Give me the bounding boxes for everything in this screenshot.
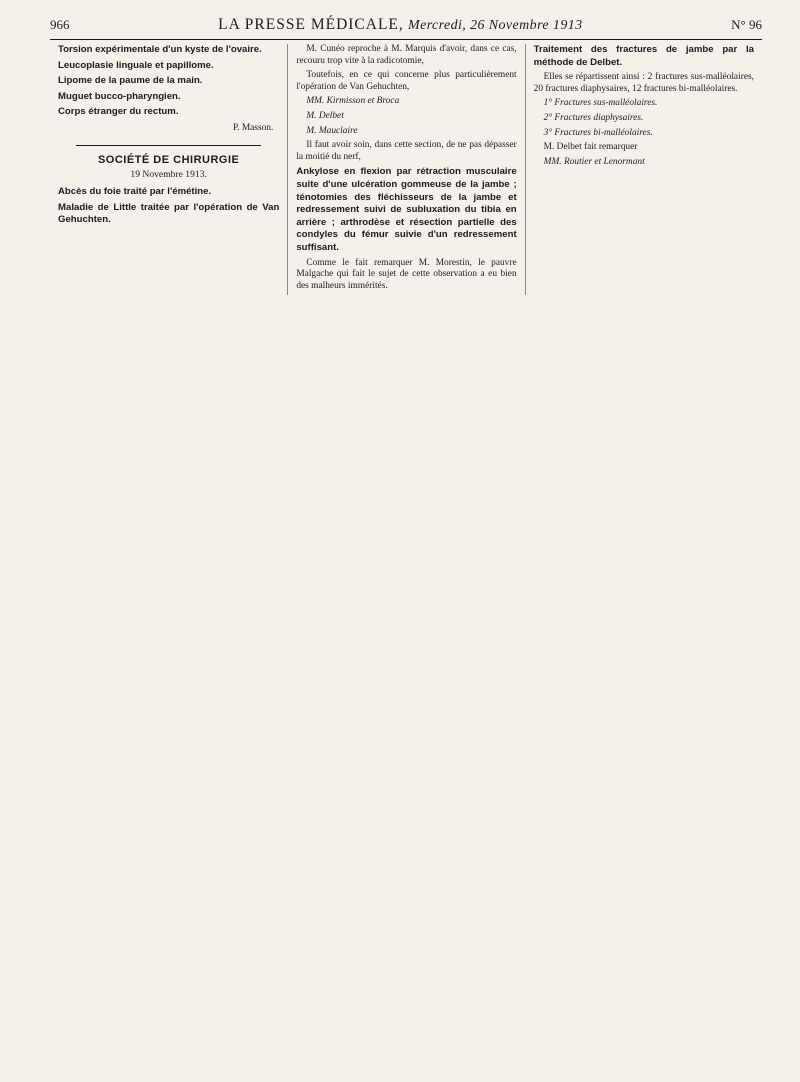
col1-paragraph-4: Muguet bucco-pharyngien. xyxy=(58,90,181,102)
col1-paragraph-3: Lipome de la paume de la main. xyxy=(58,75,203,87)
col2-paragraph-8: Comme le fait remarquer M. Morestin, le pauvre Malgache qui fait le sujet de cette observation a eu bien des malheurs immérités. xyxy=(296,257,517,291)
col3-paragraph-5: 3° Fractures bi-malléolaires. xyxy=(543,127,653,138)
author-signature: P. Masson. xyxy=(232,122,274,133)
col2-paragraph-1: M. Cunéo reproche à M. Marquis d'avoir, dans ce cas, recouru trop vite à la radicotomie, xyxy=(296,44,517,66)
column-right xyxy=(525,44,762,295)
issue-date: Mercredi, 26 Novembre 1913 xyxy=(408,18,583,33)
society-heading: SOCIÉTÉ DE CHIRURGIE xyxy=(97,153,240,166)
col1-paragraph-2: Leucoplasie linguale et papillome. xyxy=(58,59,214,71)
col2-paragraph-7: Ankylose en flexion par rétraction musculaire suite d'une ulcération gommeuse de la jambe ; ténotomies des fléchisseurs de la jambe et redressement suivi de subluxation du tibia en arrière ; arthrodèse et résection partielle des condyles du fémur suivie d'un redressement suffisant. xyxy=(296,166,517,253)
journal-title xyxy=(218,16,582,34)
page-header xyxy=(50,16,762,40)
section-divider xyxy=(76,145,261,146)
page-number: 966 xyxy=(50,17,70,32)
col3-paragraph-6: M. Delbet fait remarquer xyxy=(543,142,638,153)
col3-paragraph-3: 1° Fractures sus-malléolaires. xyxy=(543,98,658,109)
col1-paragraph-5: Corps étranger du rectum. xyxy=(58,106,179,118)
col1-paragraph-7: Maladie de Little traitée par l'opération de Van Gehuchten. xyxy=(58,201,280,226)
col3-paragraph-4: 2° Fractures diaphysaires. xyxy=(543,112,644,123)
journal-name: LA PRESSE MÉDICALE, xyxy=(218,16,404,33)
col3-paragraph-7: MM. Routier et Lenormant xyxy=(543,156,645,167)
col2-paragraph-2: Toutefois, en ce qui concerne plus particulièrement l'opération de Van Gehuchten, xyxy=(296,70,517,92)
col2-paragraph-3: MM. Kirmisson et Broca xyxy=(306,96,400,107)
column-middle xyxy=(287,44,524,295)
col2-paragraph-5: M. Mauclaire xyxy=(306,125,358,136)
col1-paragraph-6: Abcès du foie traité par l'émétine. xyxy=(58,185,212,197)
col3-paragraph-1: Traitement des fractures de jambe par la méthode de Delbet. xyxy=(533,44,754,68)
col3-paragraph-2: Elles se répartissent ainsi : 2 fractures sus-malléolaires, 20 fractures diaphysaires, 12 fractures bi-malléolaires. xyxy=(533,72,754,94)
session-date: 19 Novembre 1913. xyxy=(130,168,207,180)
col1-paragraph-1: Torsion expérimentale d'un kyste de l'ovaire. xyxy=(58,44,262,55)
col2-paragraph-6: Il faut avoir soin, dans cette section, de ne pas dépasser la moitié du nerf, xyxy=(296,140,517,162)
col2-paragraph-4: M. Delbet xyxy=(306,110,344,121)
issue-number: N° 96 xyxy=(731,17,762,32)
article-columns xyxy=(50,44,762,295)
column-left xyxy=(50,44,287,295)
